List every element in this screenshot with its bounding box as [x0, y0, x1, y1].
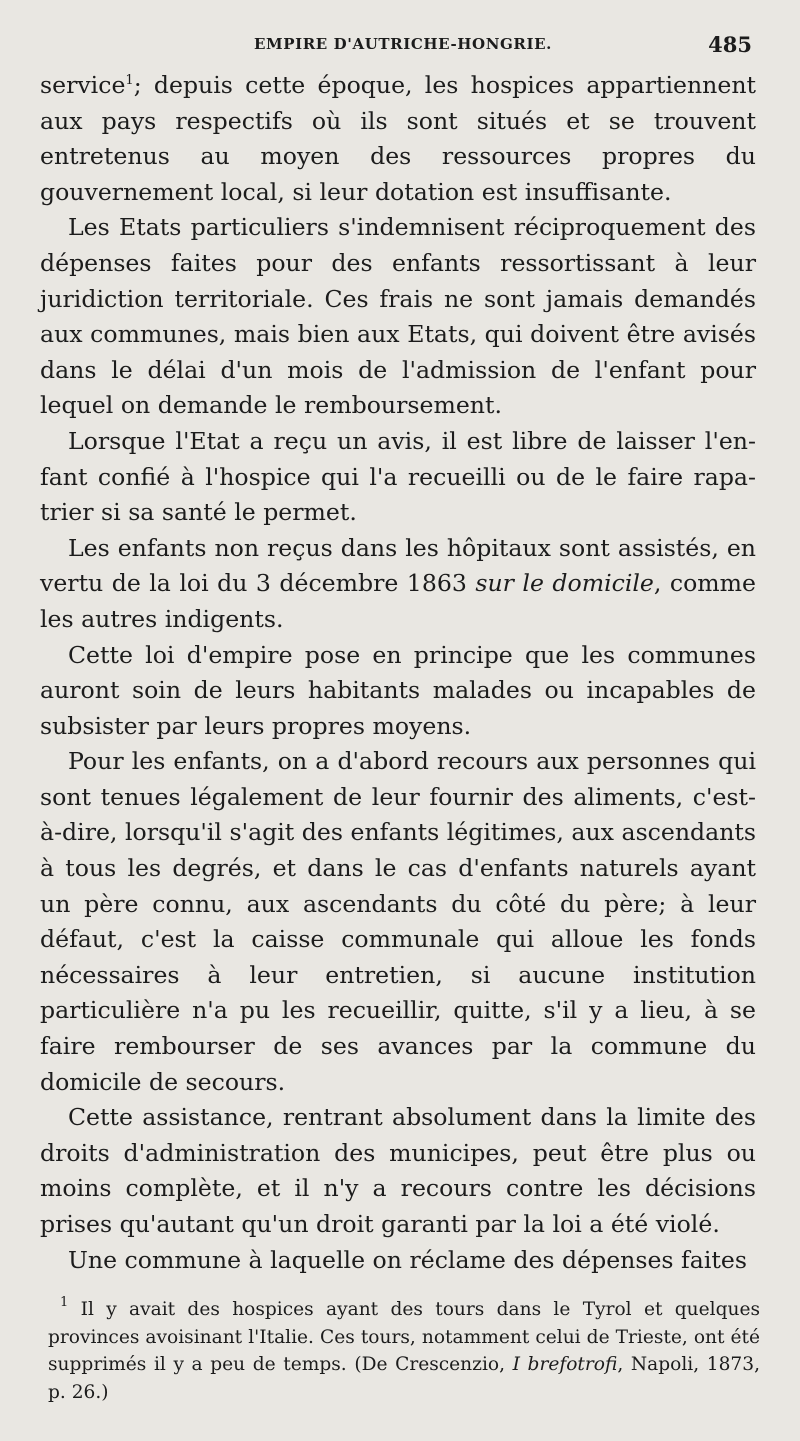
- paragraph-4-start: Les enfants non reçus dans les hôpitaux sont assistés, en vertu de la loi du 3 décembre 1863: [40, 533, 756, 598]
- footnote-1-end: , Napoli, 1873, p. 26.): [48, 1354, 761, 1403]
- paragraph-8: Une commune à laquelle on réclame des dépenses faites: [68, 1245, 747, 1274]
- footnotes: [48, 1296, 760, 1406]
- footnote-1: [48, 1296, 760, 1406]
- paragraph-3: Lorsque l'Etat a reçu un avis, il est libre de laisser l'enfant confié à l'hospice qui l'a recueilli ou de le faire rapatrier si sa santé le permet.: [40, 426, 756, 527]
- paragraph-1-rest: ; depuis cette époque, les hospices appartiennent aux pays respectifs où ils sont situés et se trouvent entretenus au moyen des ressources propres du gouvernement local, si leur dotation est insuffisante.: [40, 71, 756, 206]
- paragraph-4: [40, 531, 756, 638]
- paragraph-4-end: , comme les autres indigents.: [40, 569, 756, 633]
- page-number: 485: [708, 32, 752, 57]
- paragraph-7: Cette assistance, rentrant absolument dans la limite des droits d'administration des municipes, peut être plus ou moins complète, et il n'y a recours contre les décisions prises qu'autant qu'un droit garanti par la loi a été violé.: [40, 1103, 756, 1238]
- italic-title: sur le domicile: [475, 569, 654, 598]
- footnote-1-text: Il y avait des hospices ayant des tours dans le Tyrol et quelques provinces avoisinant l'Italie. Ces tours, notamment celui de Trieste, ont été supprimés il y a peu de temps. (De Crescenzio,: [48, 1299, 760, 1375]
- running-head: EMPIRE D'AUTRICHE-HONGRIE.: [254, 35, 552, 53]
- paragraph-5: Cette loi d'empire pose en principe que les communes auront soin de leurs habitants malades ou incapables de subsister par leurs propres moyens.: [40, 640, 756, 740]
- footnote-mark: 1: [60, 1295, 69, 1310]
- paragraph-1: [40, 68, 756, 210]
- paragraph-6: Pour les enfants, on a d'abord recours aux personnes qui sont tenues légalement de leur fournir des aliments, c'est-à-dire, lorsqu'il s'agit des enfants légitimes, aux ascendants à tous les degrés, et dans le cas d'enfants naturels ayant un père connu, aux ascendants du côté du père; à leur défaut, c'est la caisse communale qui alloue les fonds nécessaires à leur entretien, si aucune institution particulière n'a pu les recueillir, quitte, s'il y a lieu, à se faire rembourser de ses avances par la commune du domicile de secours.: [40, 747, 756, 1096]
- paragraph-2: Les Etats particuliers s'indemnisent réciproquement des dépenses faites pour des enfants ressortissant à leur juridiction territoriale. Ces frais ne sont jamais demandés aux communes, mais bien aux Etats, qui doivent être avisés dans le délai d'un mois de l'admission de l'enfant pour lequel on demande le remboursement.: [40, 213, 756, 420]
- main-text: [40, 68, 756, 1278]
- page-header: [40, 32, 752, 60]
- footnote-reference: 1: [125, 73, 134, 88]
- paragraph-1-start: service: [40, 71, 126, 99]
- footnote-italic-title: I brefotrofi: [512, 1354, 618, 1375]
